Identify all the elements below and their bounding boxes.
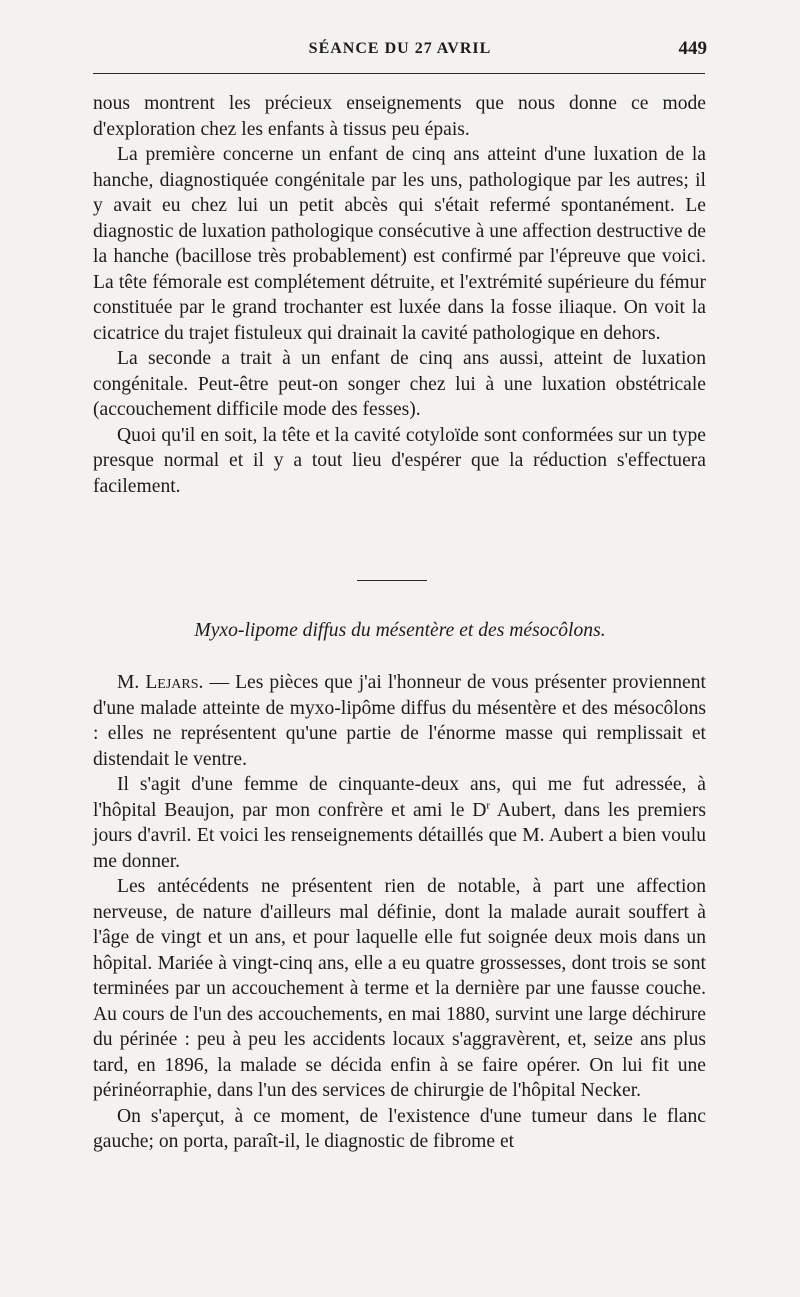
page-header xyxy=(93,34,707,64)
header-rule xyxy=(93,73,705,74)
paragraph: La première concerne un enfant de cinq ans atteint d'une luxation de la hanche, diagnostiquée congénitale par les uns, pathologique par les autres; il y avait eu chez lui un petit abcès qui s'était refermé spontanément. Le diagnostic de luxation pathologique consécutive à une affection destructive de la hanche (bacillose très probablement) est confirmé par l'épreuve que voici. La tête fémorale est complétement détruite, et l'extrémité supérieure du fémur constituée par le grand trochanter est luxée dans la fosse iliaque. On voit la cicatrice du trajet fistuleux qui drainait la cavité pathologique en dehors. xyxy=(93,144,706,344)
paragraph xyxy=(93,772,706,874)
superscript: r xyxy=(486,798,491,811)
speaker-name: M. Lejars. xyxy=(117,672,204,693)
paragraph: nous montrent les précieux enseignements que nous donne ce mode d'exploration chez les enfants à tissus peu épais. xyxy=(93,93,706,140)
page-number: 449 xyxy=(678,38,707,59)
section-heading: Myxo-lipome diffus du mésentère et des mésocôlons. xyxy=(194,620,606,641)
paragraph-text: Il s'agit d'une femme de cinquante-deux ans, qui me fut adressée, à l'hôpital Beaujon, par mon confrère et ami le D xyxy=(93,774,706,821)
paragraph: On s'aperçut, à ce moment, de l'existence d'une tumeur dans le flanc gauche; on porta, paraît-il, le diagnostic de fibrome et xyxy=(93,1105,706,1152)
paragraph: Les antécédents ne présentent rien de notable, à part une affection nerveuse, de nature d'ailleurs mal définie, dont la malade aurait souffert à l'âge de vingt et un ans, et pour laquelle elle fut soignée deux mois dans un hôpital. Mariée à vingt-cinq ans, elle a eu quatre grossesses, dont trois se sont terminées par un accouchement à terme et la dernière par une fausse couche. Au cours de l'un des accouchements, en mai 1880, survint une large déchirure du périnée : peu à peu les accidents locaux s'aggravèrent, et, seize ans plus tard, en 1896, la malade se décida enfin à se faire opérer. On lui fit une périnéorraphie, dans l'un des services de chirurgie de l'hôpital Necker. xyxy=(93,876,706,1101)
paragraph xyxy=(93,670,706,772)
running-title: SÉANCE DU 27 AVRIL xyxy=(308,40,492,57)
paragraph-text: — Les pièces que j'ai l'honneur de vous présenter proviennent d'une malade atteinte de myxo-lipôme diffus du mésentère et des mésocôlons : elles ne représentent qu'une partie de l'énorme masse qui remplissait et distendait le ventre. xyxy=(93,672,706,770)
text-block-upper xyxy=(93,91,706,499)
text-block-lower xyxy=(93,670,706,1155)
paragraph: La seconde a trait à un enfant de cinq ans aussi, atteint de luxation congénitale. Peut-être peut-on songer chez lui à une luxation obstétricale (accouchement difficile mode des fesses). xyxy=(93,348,706,420)
paragraph-text: Aubert, dans les premiers jours d'avril. Et voici les renseignements détaillés que M. Aubert a bien voulu me donner. xyxy=(93,799,706,872)
paragraph: Quoi qu'il en soit, la tête et la cavité cotyloïde sont conformées sur un type presque normal et il y a tout lieu d'espérer que la réduction s'effectuera facilement. xyxy=(93,424,706,497)
section-divider xyxy=(357,580,427,581)
